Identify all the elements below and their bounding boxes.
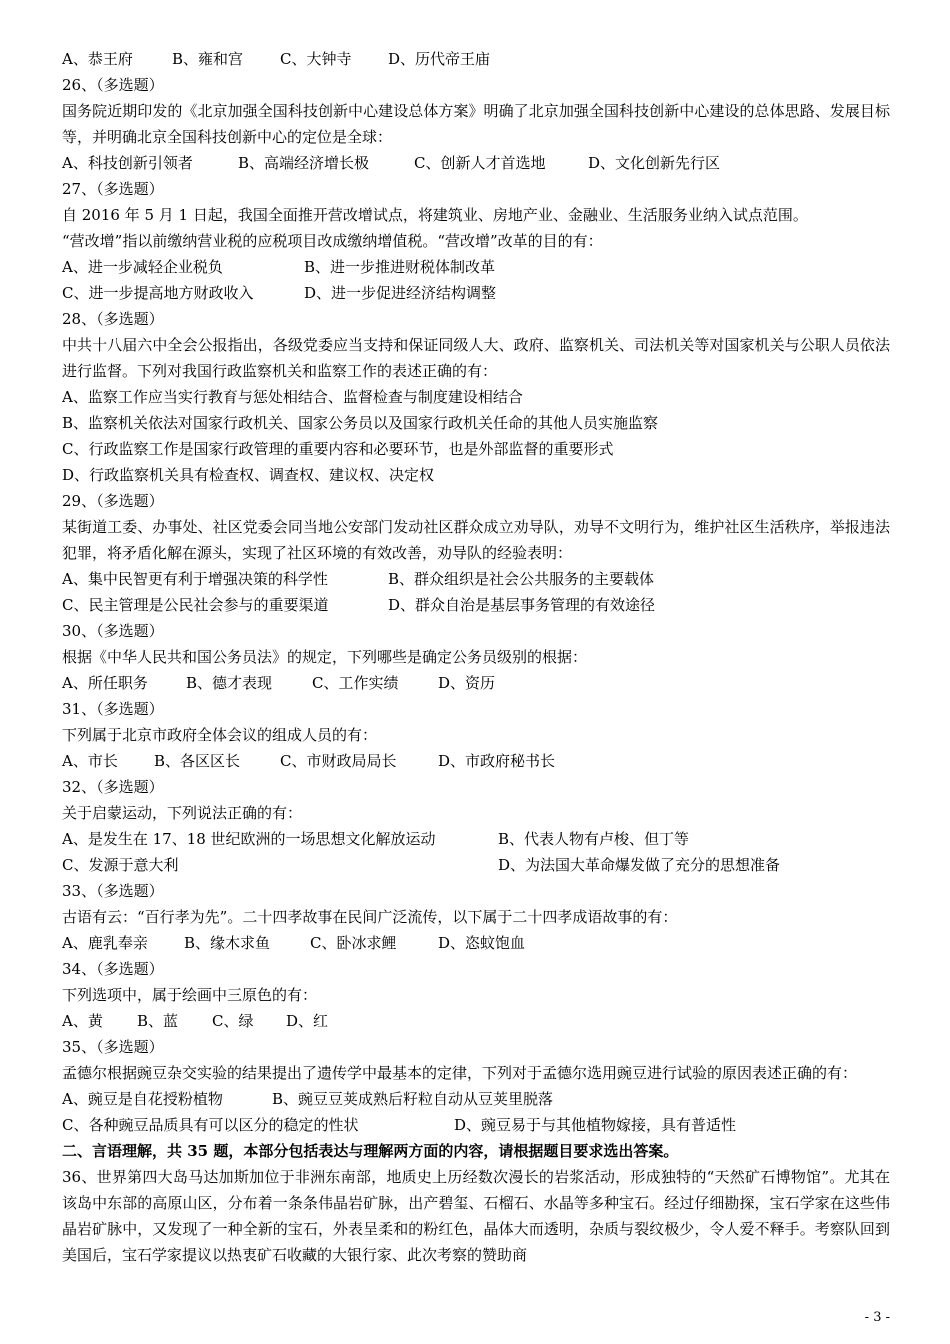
q27-option-a: A、进一步减轻企业税负: [62, 258, 223, 276]
q33-options: [62, 930, 890, 956]
q25-option-d: D、历代帝王庙: [388, 50, 491, 68]
q34-option-a: A、黄: [62, 1012, 103, 1030]
q27-option-d: D、进一步促进经济结构调整: [304, 284, 497, 302]
q33-text: 古语有云：“百行孝为先”。二十四孝故事在民间广泛流传，以下属于二十四孝成语故事的有：: [62, 908, 678, 926]
q29-options-row-2: [62, 592, 890, 618]
q31-options: [62, 748, 890, 774]
q33-option-d: D、恣蚊饱血: [438, 934, 526, 952]
q35-option-a: A、豌豆是自花授粉植物: [62, 1090, 223, 1108]
q27-text-2: “营改增”指以前缴纳营业税的应税项目改成缴纳增值税。“营改增”改革的目的有：: [62, 232, 603, 250]
q28-option-d: D、行政监察机关具有检查权、调查权、建议权、决定权: [62, 466, 435, 484]
q35-text: 孟德尔根据豌豆杂交实验的结果提出了遗传学中最基本的定律，下列对于孟德尔选用豌豆进行试验的原因表述正确的有：: [62, 1064, 858, 1082]
q33-option-b: B、缘木求鱼: [184, 934, 271, 952]
q29-option-b: B、群众组织是社会公共服务的主要载体: [388, 570, 655, 588]
q31-option-b: B、各区区长: [154, 752, 241, 770]
q35-options-row-2: [62, 1112, 890, 1138]
q29-option-d: D、群众自治是基层事务管理的有效途径: [388, 596, 656, 614]
q29-header: 29、（多选题）: [62, 492, 164, 510]
q30-option-c: C、工作实绩: [312, 674, 399, 692]
q27-options-row-2: [62, 280, 890, 306]
q25-option-c: C、大钟寺: [280, 50, 352, 68]
q26-option-d: D、文化创新先行区: [588, 154, 721, 172]
q33-option-a: A、鹿乳奉亲: [62, 934, 148, 952]
q28-option-b: B、监察机关依法对国家行政机关、国家公务员以及国家行政机关任命的其他人员实施监察: [62, 414, 659, 432]
q29-option-c: C、民主管理是公民社会参与的重要渠道: [62, 596, 329, 614]
q31-option-d: D、市政府秘书长: [438, 752, 556, 770]
q26-options: [62, 150, 890, 176]
exam-page: [62, 46, 890, 1268]
q32-options-row-1: [62, 826, 890, 852]
q28-header: 28、（多选题）: [62, 310, 164, 328]
q31-option-c: C、市财政局局长: [280, 752, 397, 770]
q27-options-row-1: [62, 254, 890, 280]
q26-option-c: C、创新人才首选地: [414, 154, 546, 172]
q32-header: 32、（多选题）: [62, 778, 164, 796]
q35-options-row-1: [62, 1086, 890, 1112]
q26-text: 国务院近期印发的《北京加强全国科技创新中心建设总体方案》明确了北京加强全国科技创新中心建设的总体思路、发展目标等，并明确北京全国科技创新中心的定位是全球：: [62, 102, 890, 146]
q34-options: [62, 1008, 890, 1034]
page-number: - 3 -: [864, 1310, 890, 1325]
q25-option-a: A、恭王府: [62, 50, 133, 68]
q26-option-a: A、科技创新引领者: [62, 154, 193, 172]
q26-header: 26、（多选题）: [62, 76, 164, 94]
q30-option-d: D、资历: [438, 674, 496, 692]
q32-text: 关于启蒙运动，下列说法正确的有：: [62, 804, 303, 822]
q27-text-1: 自 2016 年 5 月 1 日起，我国全面推开营改增试点，将建筑业、房地产业、金融业、生活服务业纳入试点范围。: [62, 206, 808, 224]
q26-option-b: B、高端经济增长极: [238, 154, 370, 172]
q27-option-c: C、进一步提高地方财政收入: [62, 284, 254, 302]
q34-option-b: B、蓝: [137, 1012, 179, 1030]
q29-text: 某街道工委、办事处、社区党委会同当地公安部门发动社区群众成立劝导队，劝导不文明行为，维护社区生活秩序，举报违法犯罪，将矛盾化解在源头，实现了社区环境的有效改善，劝导队的经验表明：: [62, 518, 890, 562]
q32-option-d: D、为法国大革命爆发做了充分的思想准备: [498, 856, 781, 874]
q33-header: 33、（多选题）: [62, 882, 164, 900]
q31-text: 下列属于北京市政府全体会议的组成人员的有：: [62, 726, 378, 744]
q32-option-a: A、是发生在 17、18 世纪欧洲的一场思想文化解放运动: [62, 830, 436, 848]
q30-text: 根据《中华人民共和国公务员法》的规定，下列哪些是确定公务员级别的根据：: [62, 648, 588, 666]
q30-option-a: A、所任职务: [62, 674, 148, 692]
section-2-heading: 二、言语理解，共 35 题，本部分包括表达与理解两方面的内容，请根据题目要求选出答案。: [62, 1142, 679, 1160]
q34-text: 下列选项中，属于绘画中三原色的有：: [62, 986, 318, 1004]
q30-options: [62, 670, 890, 696]
q27-header: 27、（多选题）: [62, 180, 164, 198]
q33-option-c: C、卧冰求鲤: [310, 934, 397, 952]
q31-option-a: A、市长: [62, 752, 118, 770]
q30-option-b: B、德才表现: [186, 674, 273, 692]
q32-option-b: B、代表人物有卢梭、但丁等: [498, 830, 690, 848]
q34-header: 34、（多选题）: [62, 960, 164, 978]
q36-text: 36、世界第四大岛马达加斯加位于非洲东南部，地质史上历经数次漫长的岩浆活动，形成独特的“天然矿石博物馆”。尤其在该岛中东部的高原山区，分布着一条条伟晶岩矿脉，出产碧玺、石榴石、水晶等多种宝石。经过仔细勘探，宝石学家在这些伟晶岩矿脉中，又发现了一种全新的宝石，外表呈柔和的粉红色，晶体大而透明，杂质与裂纹极少，令人爱不释手。考察队回到美国后，宝石学家提议以热衷矿石收藏的大银行家、此次考察的赞助商: [62, 1168, 890, 1264]
q35-option-d: D、豌豆易于与其他植物嫁接，具有普适性: [454, 1116, 737, 1134]
q32-option-c: C、发源于意大利: [62, 856, 179, 874]
q34-option-c: C、绿: [212, 1012, 254, 1030]
q29-options-row-1: [62, 566, 890, 592]
q35-option-b: B、豌豆豆荚成熟后籽粒自动从豆荚里脱落: [272, 1090, 554, 1108]
q35-header: 35、（多选题）: [62, 1038, 164, 1056]
q30-header: 30、（多选题）: [62, 622, 164, 640]
q25-options: [62, 46, 890, 72]
q25-option-b: B、雍和宫: [172, 50, 244, 68]
q28-text: 中共十八届六中全会公报指出，各级党委应当支持和保证同级人大、政府、监察机关、司法机关等对国家机关与公职人员依法进行监督。下列对我国行政监察机关和监察工作的表述正确的有：: [62, 336, 890, 380]
q31-header: 31、（多选题）: [62, 700, 164, 718]
q32-options-row-2: [62, 852, 890, 878]
q35-option-c: C、各种豌豆品质具有可以区分的稳定的性状: [62, 1116, 359, 1134]
q34-option-d: D、红: [286, 1012, 329, 1030]
q28-option-c: C、行政监察工作是国家行政管理的重要内容和必要环节，也是外部监督的重要形式: [62, 440, 614, 458]
q27-option-b: B、进一步推进财税体制改革: [304, 258, 496, 276]
q28-option-a: A、监察工作应当实行教育与惩处相结合、监督检查与制度建设相结合: [62, 388, 523, 406]
q29-option-a: A、集中民智更有利于增强决策的科学性: [62, 570, 328, 588]
